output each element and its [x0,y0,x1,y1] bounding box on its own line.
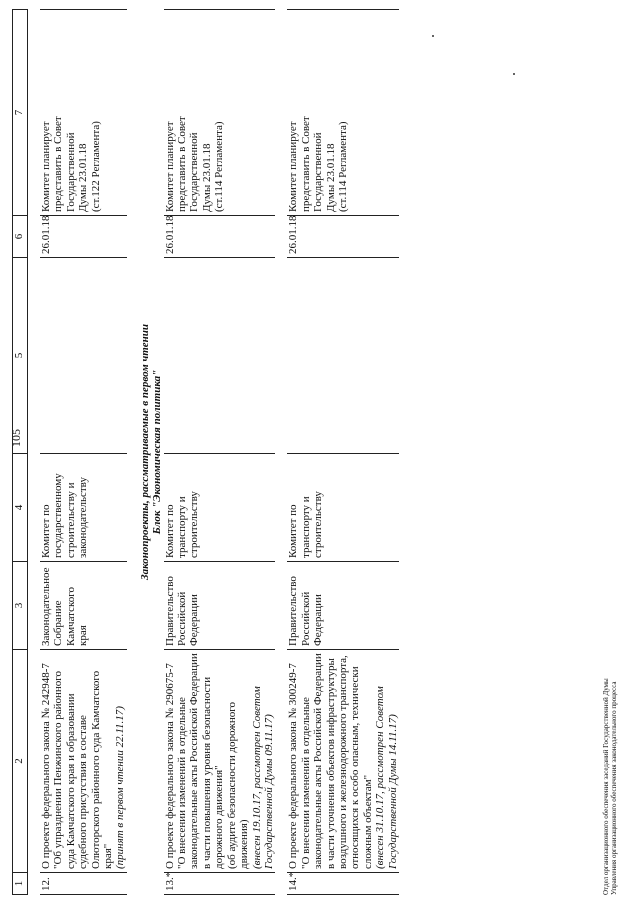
bill-title-line: О проекте федерального закона № 242948-7 [40,663,52,869]
action-line: Думы 23.01.18 [77,143,90,212]
action-line: Комитет планирует [163,121,176,212]
bill-title-line: законодательные акты Российской Федерации [188,653,201,869]
bill-title [40,650,127,873]
action-line: Думы 23.01.18 [200,143,213,212]
action-line: Государственной [188,132,201,212]
action-line: Государственной [64,132,77,212]
action-line: (ст.114 Регламента) [336,121,349,212]
header-row [13,10,28,895]
header-cell: 7 [13,10,28,216]
header-cell: 2 [13,650,28,873]
initiator-line: Федерации [312,594,325,646]
bill-note: (принят в первом чтении 22.11.17) [114,706,127,869]
empty-cell [287,258,399,454]
bill-title-line: О проекте федерального закона № 290675-7 [163,663,176,869]
bill-note: Государственной Думы 14.11.17) [386,714,399,869]
committee-line: Комитет по [163,504,176,558]
date-cell: 26.01.18 [164,216,276,258]
document-page [12,10,628,895]
bill-title-line: края" [102,843,115,869]
footer [602,575,618,895]
committee-line: Комитет по [40,504,52,558]
committee-line: строительству [188,491,201,558]
bill-title-line: относящихся к особо опасным, технически [349,666,362,869]
bill-title [287,650,399,873]
bill-title-line: законодательные акты Российской Федерации [312,653,325,869]
bill-note: Государственной Думы 09.11.17) [262,714,275,869]
scan-speck [513,73,515,75]
committee-line: государственному [52,473,65,558]
committee-line: Комитет по [287,504,300,558]
bill-title-line: (об аудите безопасности дорожного [225,702,238,869]
table-row [40,10,127,895]
bill-title-line: воздушного и железнодорожного транспорта, [336,655,349,869]
action-line: Государственной [312,132,325,212]
committee [164,454,276,562]
header-cell: 6 [13,216,28,258]
initiator-line: Камчатского края [64,586,90,646]
initiator-line: Законодательное [40,567,52,646]
bill-title-line: в части повышения уровня безопасности [200,676,213,869]
date-cell: 26.01.18 [40,216,127,258]
committee [287,454,399,562]
initiator-line: Федерации [188,594,201,646]
footer-line: Отдел организационного обеспечения заседаний Государственной Думы [602,678,610,895]
initiator-line: Правительство [287,576,300,646]
bill-title-line: "О внесении изменений в отдельные [299,697,312,869]
bill-title-line: "О внесении изменений в отдельные [176,697,189,869]
initiator [287,562,399,650]
committee-line: строительству [312,491,325,558]
bill-note: (внесен 31.10.17, рассмотрен Советом [374,686,387,869]
action-cell [164,10,276,216]
block-title: Блок "Экономическая политика" [151,369,164,535]
committee-line: строительству и [64,482,77,558]
bill-title-line: О проекте федерального закона № 300249-7 [287,663,300,869]
empty-cell [40,258,127,454]
date-cell: 26.01.18 [287,216,399,258]
committee [40,454,127,562]
bill-note: (внесен 19.10.17, рассмотрен Советом [250,686,263,869]
bill-title-line: дорожного движения" [213,765,226,869]
action-line: Комитет планирует [40,121,52,212]
empty-cell [164,258,276,454]
row-number: 13.* [164,873,276,895]
initiator [164,562,276,650]
action-line: (ст.122 Регламента) [89,121,102,212]
action-cell [40,10,127,216]
initiator-line: Российской [176,591,189,646]
row-number: 12. [40,873,127,895]
section-title: Законопроекты, рассматриваемые в первом чтении [138,324,151,580]
bill-title-line: суда Камчатского края и образовании [64,693,77,869]
action-line: представить в Совет [52,116,65,212]
bill-title-line: судебного присутствия в составе [77,715,90,869]
header-cell: 4 [13,454,28,562]
header-cell: 1 [13,873,28,895]
action-line: представить в Совет [299,116,312,212]
initiator-line: Российской [299,591,312,646]
agenda-table [12,9,399,895]
footer-line: Управления организационного обеспечения законодательного процесса [610,681,618,895]
committee-line: транспорту и [299,496,312,558]
action-line: Думы 23.01.18 [324,143,337,212]
bill-title-line: в части уточнения объектов инфраструктуры [324,658,337,869]
bill-title-line: "Об упразднении Пенжинского районного [52,671,65,869]
committee-line: законодательству [77,477,90,558]
bill-title [164,650,276,873]
header-cell: 5 [13,258,28,454]
initiator [40,562,127,650]
action-line: Комитет планирует [287,121,300,212]
table-row [287,10,399,895]
row-number: 14.* [287,873,399,895]
action-line: представить в Совет [176,116,189,212]
bill-title-line: Олюторского районного суда Камчатского [89,670,102,869]
committee-line: транспорту и [176,496,189,558]
initiator-line: Собрание [52,600,65,646]
header-cell: 3 [13,562,28,650]
table-row [164,10,276,895]
action-cell [287,10,399,216]
bill-title-line: движения) [238,819,251,869]
action-line: (ст.114 Регламента) [213,121,226,212]
scan-speck [432,35,434,37]
bill-title-line: сложным объектам" [361,774,374,869]
initiator-line: Правительство [163,576,176,646]
